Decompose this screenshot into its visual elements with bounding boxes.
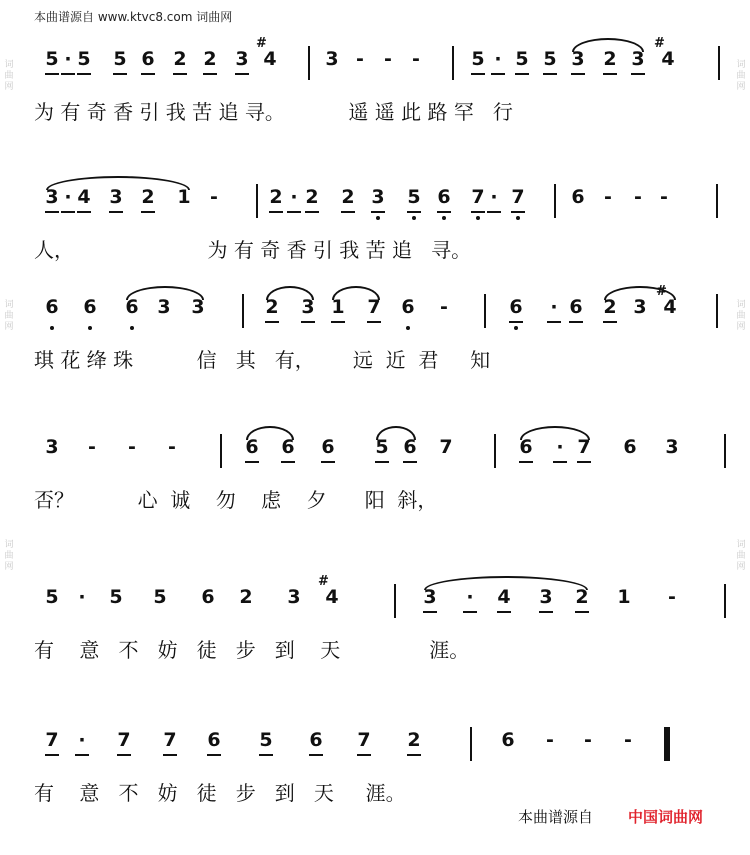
sharp-sign: # — [256, 36, 267, 51]
note: 2 — [172, 48, 188, 70]
note: - — [546, 729, 554, 751]
notes-row — [0, 284, 750, 340]
note: # 4 — [654, 36, 675, 70]
beam-underline — [141, 73, 155, 75]
octave-dot — [412, 216, 416, 220]
note: 5 — [45, 586, 59, 608]
note: 5 — [374, 436, 390, 458]
note: · — [286, 186, 302, 208]
note: 2 — [602, 48, 618, 70]
bar-line — [242, 294, 244, 328]
note: 5 — [406, 186, 422, 208]
note: - — [412, 48, 420, 70]
beam-underline — [301, 321, 315, 323]
final-bar-line — [664, 727, 670, 761]
sharp-sign: # — [318, 574, 329, 589]
note: 3 — [300, 296, 316, 318]
watermark-right-2: 词 曲 网 — [736, 300, 746, 332]
beam-underline — [109, 211, 123, 213]
octave-dot — [406, 326, 410, 330]
note: · — [74, 729, 90, 751]
note: 6 — [308, 729, 324, 751]
beam-underline — [375, 461, 389, 463]
beam-underline — [491, 73, 505, 75]
note: · — [462, 586, 478, 608]
lyrics-row — [0, 484, 750, 518]
note: · — [60, 48, 76, 70]
beam-underline — [575, 611, 589, 613]
footer-site: 中国词曲网 — [628, 808, 704, 826]
bar-line — [484, 294, 486, 328]
beam-underline — [61, 73, 75, 75]
note: 7 — [116, 729, 132, 751]
note: 7 — [576, 436, 592, 458]
note: 2 — [304, 186, 320, 208]
bar-line — [718, 46, 720, 80]
lyrics-text: 为 有 奇 香 引 我 苦 追 寻。 遥 遥 此 路 罕 行 — [34, 100, 513, 124]
beam-underline — [203, 73, 217, 75]
beam-underline — [603, 73, 617, 75]
octave-dot — [516, 216, 520, 220]
note: 6 — [244, 436, 260, 458]
beam-underline — [511, 211, 525, 213]
note: 2 — [264, 296, 280, 318]
slur-arc — [246, 426, 294, 440]
note: 7 — [44, 729, 60, 751]
beam-underline — [45, 211, 59, 213]
note: - — [660, 186, 668, 208]
note: 6 — [201, 586, 215, 608]
beam-underline — [305, 211, 319, 213]
beam-underline — [515, 73, 529, 75]
bar-line — [716, 294, 718, 328]
beam-underline — [331, 321, 345, 323]
score-line — [0, 284, 750, 384]
beam-underline — [487, 211, 501, 213]
beam-underline — [571, 73, 585, 75]
bar-line — [452, 46, 454, 80]
note: 6 — [140, 48, 156, 70]
note: - — [210, 186, 218, 208]
beam-underline — [269, 211, 283, 213]
beam-underline — [235, 73, 249, 75]
note: # 4 — [256, 36, 277, 70]
lyrics-text: 有 意 不 妨 徒 步 到 天 涯。 — [34, 638, 470, 662]
footer-source: 本曲谱源自 — [518, 808, 594, 826]
sharp-sign: # — [654, 36, 665, 51]
note: 6 — [82, 296, 98, 318]
notes-row — [0, 432, 750, 480]
note: 5 — [112, 48, 128, 70]
slur-arc — [332, 286, 380, 300]
note: 2 — [406, 729, 422, 751]
note: 4 — [496, 586, 512, 608]
note: 2 — [602, 296, 618, 318]
beam-underline — [207, 754, 221, 756]
note: 2 — [574, 586, 590, 608]
beam-underline — [553, 461, 567, 463]
note: 7 — [439, 436, 453, 458]
note: 1 — [177, 186, 191, 208]
beam-underline — [403, 461, 417, 463]
bar-line — [394, 584, 396, 618]
watermark-right-3: 词 曲 网 — [736, 540, 746, 572]
note: 2 — [202, 48, 218, 70]
slur-arc — [46, 176, 190, 190]
slur-arc — [572, 38, 644, 52]
slur-arc — [376, 426, 416, 440]
note: 6 — [44, 296, 60, 318]
note: 7 — [470, 186, 486, 208]
note: 7 — [356, 729, 372, 751]
note: 3 — [44, 186, 60, 208]
watermark-left-3: 词 曲 网 — [4, 540, 14, 572]
notes-row — [0, 725, 750, 773]
note: 5 — [258, 729, 274, 751]
slur-arc — [520, 426, 590, 440]
note: - — [624, 729, 632, 751]
note: 2 — [340, 186, 356, 208]
note: 6 — [518, 436, 534, 458]
lyrics-row — [0, 96, 750, 130]
bar-line — [470, 727, 472, 761]
beam-underline — [245, 461, 259, 463]
score-line — [0, 36, 750, 136]
slur-arc — [424, 576, 588, 590]
beam-underline — [265, 321, 279, 323]
bar-line — [308, 46, 310, 80]
beam-underline — [463, 611, 477, 613]
beam-underline — [45, 754, 59, 756]
note: · — [490, 48, 506, 70]
beam-underline — [45, 73, 59, 75]
beam-underline — [141, 211, 155, 213]
beam-underline — [77, 211, 91, 213]
note: 1 — [330, 296, 346, 318]
note: 3 — [191, 296, 205, 318]
note: 6 — [280, 436, 296, 458]
note: · — [60, 186, 76, 208]
note: 3 — [570, 48, 586, 70]
note: - — [584, 729, 592, 751]
watermark-right-1: 词 曲 网 — [736, 60, 746, 92]
note: - — [128, 436, 136, 458]
beam-underline — [341, 211, 355, 213]
note: 6 — [320, 436, 336, 458]
octave-dot — [442, 216, 446, 220]
beam-underline — [259, 754, 273, 756]
octave-dot — [376, 216, 380, 220]
note: 5 — [44, 48, 60, 70]
beam-underline — [539, 611, 553, 613]
beam-underline — [547, 321, 561, 323]
beam-underline — [357, 754, 371, 756]
beam-underline — [309, 754, 323, 756]
beam-underline — [471, 73, 485, 75]
note: 7 — [510, 186, 526, 208]
note: 3 — [234, 48, 250, 70]
note: - — [604, 186, 612, 208]
beam-underline — [577, 461, 591, 463]
note: 3 — [157, 296, 171, 318]
note: 6 — [623, 436, 637, 458]
lyrics-row — [0, 634, 750, 668]
octave-dot — [88, 326, 92, 330]
bar-line — [256, 184, 258, 218]
notes-row — [0, 574, 750, 630]
note: 5 — [514, 48, 530, 70]
note: # 4 — [656, 284, 677, 318]
beam-underline — [113, 73, 127, 75]
note: 6 — [571, 186, 585, 208]
beam-underline — [509, 321, 523, 323]
beam-underline — [321, 461, 335, 463]
bar-line — [554, 184, 556, 218]
octave-dot — [130, 326, 134, 330]
note: - — [384, 48, 392, 70]
beam-underline — [471, 211, 485, 213]
note: 3 — [538, 586, 554, 608]
beam-underline — [117, 754, 131, 756]
note: 3 — [108, 186, 124, 208]
beam-underline — [367, 321, 381, 323]
beam-underline — [371, 211, 385, 213]
note: 5 — [470, 48, 486, 70]
notes-row — [0, 182, 750, 230]
octave-dot — [50, 326, 54, 330]
beam-underline — [569, 321, 583, 323]
note: · — [552, 436, 568, 458]
note: 2 — [239, 586, 253, 608]
watermark-left-2: 词 曲 网 — [4, 300, 14, 332]
beam-underline — [543, 73, 557, 75]
note: # 4 — [318, 574, 339, 608]
note: · — [486, 186, 502, 208]
lyrics-text: 否？ 心 诚 勿 虑 夕 阳 斜， — [34, 488, 438, 512]
note: 6 — [124, 296, 140, 318]
note: - — [440, 296, 448, 318]
notes-row — [0, 36, 750, 92]
beam-underline — [77, 73, 91, 75]
note: · — [546, 296, 562, 318]
header-source-text: 本曲谱源自 www.ktvc8.com 词曲网 — [34, 10, 233, 24]
octave-dot — [476, 216, 480, 220]
note: - — [668, 586, 676, 608]
bar-line — [724, 434, 726, 468]
note: 6 — [501, 729, 515, 751]
note: 3 — [422, 586, 438, 608]
note: 3 — [287, 586, 301, 608]
beam-underline — [631, 73, 645, 75]
score-line — [0, 432, 750, 524]
note: 6 — [568, 296, 584, 318]
note: - — [168, 436, 176, 458]
slur-arc — [266, 286, 314, 300]
beam-underline — [437, 211, 451, 213]
beam-underline — [603, 321, 617, 323]
lyrics-row — [0, 344, 750, 378]
lyrics-text: 琪 花 绛 珠 信 其 有， 远 近 君 知 — [34, 348, 491, 372]
beam-underline — [423, 611, 437, 613]
note: - — [634, 186, 642, 208]
beam-underline — [173, 73, 187, 75]
note: - — [88, 436, 96, 458]
note: 2 — [140, 186, 156, 208]
note: 1 — [617, 586, 631, 608]
slur-arc — [126, 286, 204, 300]
bar-line — [494, 434, 496, 468]
note: 3 — [630, 48, 646, 70]
beam-underline — [287, 211, 301, 213]
score-line — [0, 574, 750, 674]
note: - — [356, 48, 364, 70]
note: 2 — [268, 186, 284, 208]
note: · — [78, 586, 86, 608]
bar-line — [716, 184, 718, 218]
lyrics-text: 人， 为 有 奇 香 引 我 苦 追 寻。 — [34, 238, 472, 262]
note: 3 — [370, 186, 386, 208]
note: 3 — [325, 48, 339, 70]
octave-dot — [514, 326, 518, 330]
note: 6 — [206, 729, 222, 751]
sharp-sign: # — [656, 284, 667, 299]
beam-underline — [519, 461, 533, 463]
note: 5 — [76, 48, 92, 70]
note: 6 — [400, 296, 416, 318]
note: 4 — [76, 186, 92, 208]
note: 5 — [542, 48, 558, 70]
note: 3 — [665, 436, 679, 458]
bar-line — [724, 584, 726, 618]
note: 5 — [153, 586, 167, 608]
beam-underline — [497, 611, 511, 613]
score-line — [0, 725, 750, 817]
beam-underline — [407, 211, 421, 213]
score-line — [0, 182, 750, 274]
note: 6 — [436, 186, 452, 208]
note: 7 — [162, 729, 178, 751]
note: 6 — [508, 296, 524, 318]
beam-underline — [61, 211, 75, 213]
beam-underline — [407, 754, 421, 756]
lyrics-text: 有 意 不 妨 徒 步 到 天 涯。 — [34, 781, 406, 805]
lyrics-row — [0, 234, 750, 268]
beam-underline — [75, 754, 89, 756]
watermark-left-1: 词 曲 网 — [4, 60, 14, 92]
note: 7 — [366, 296, 382, 318]
bar-line — [220, 434, 222, 468]
note: 3 — [633, 296, 647, 318]
note: 5 — [109, 586, 123, 608]
beam-underline — [163, 754, 177, 756]
note: 6 — [402, 436, 418, 458]
note: 3 — [45, 436, 59, 458]
beam-underline — [281, 461, 295, 463]
